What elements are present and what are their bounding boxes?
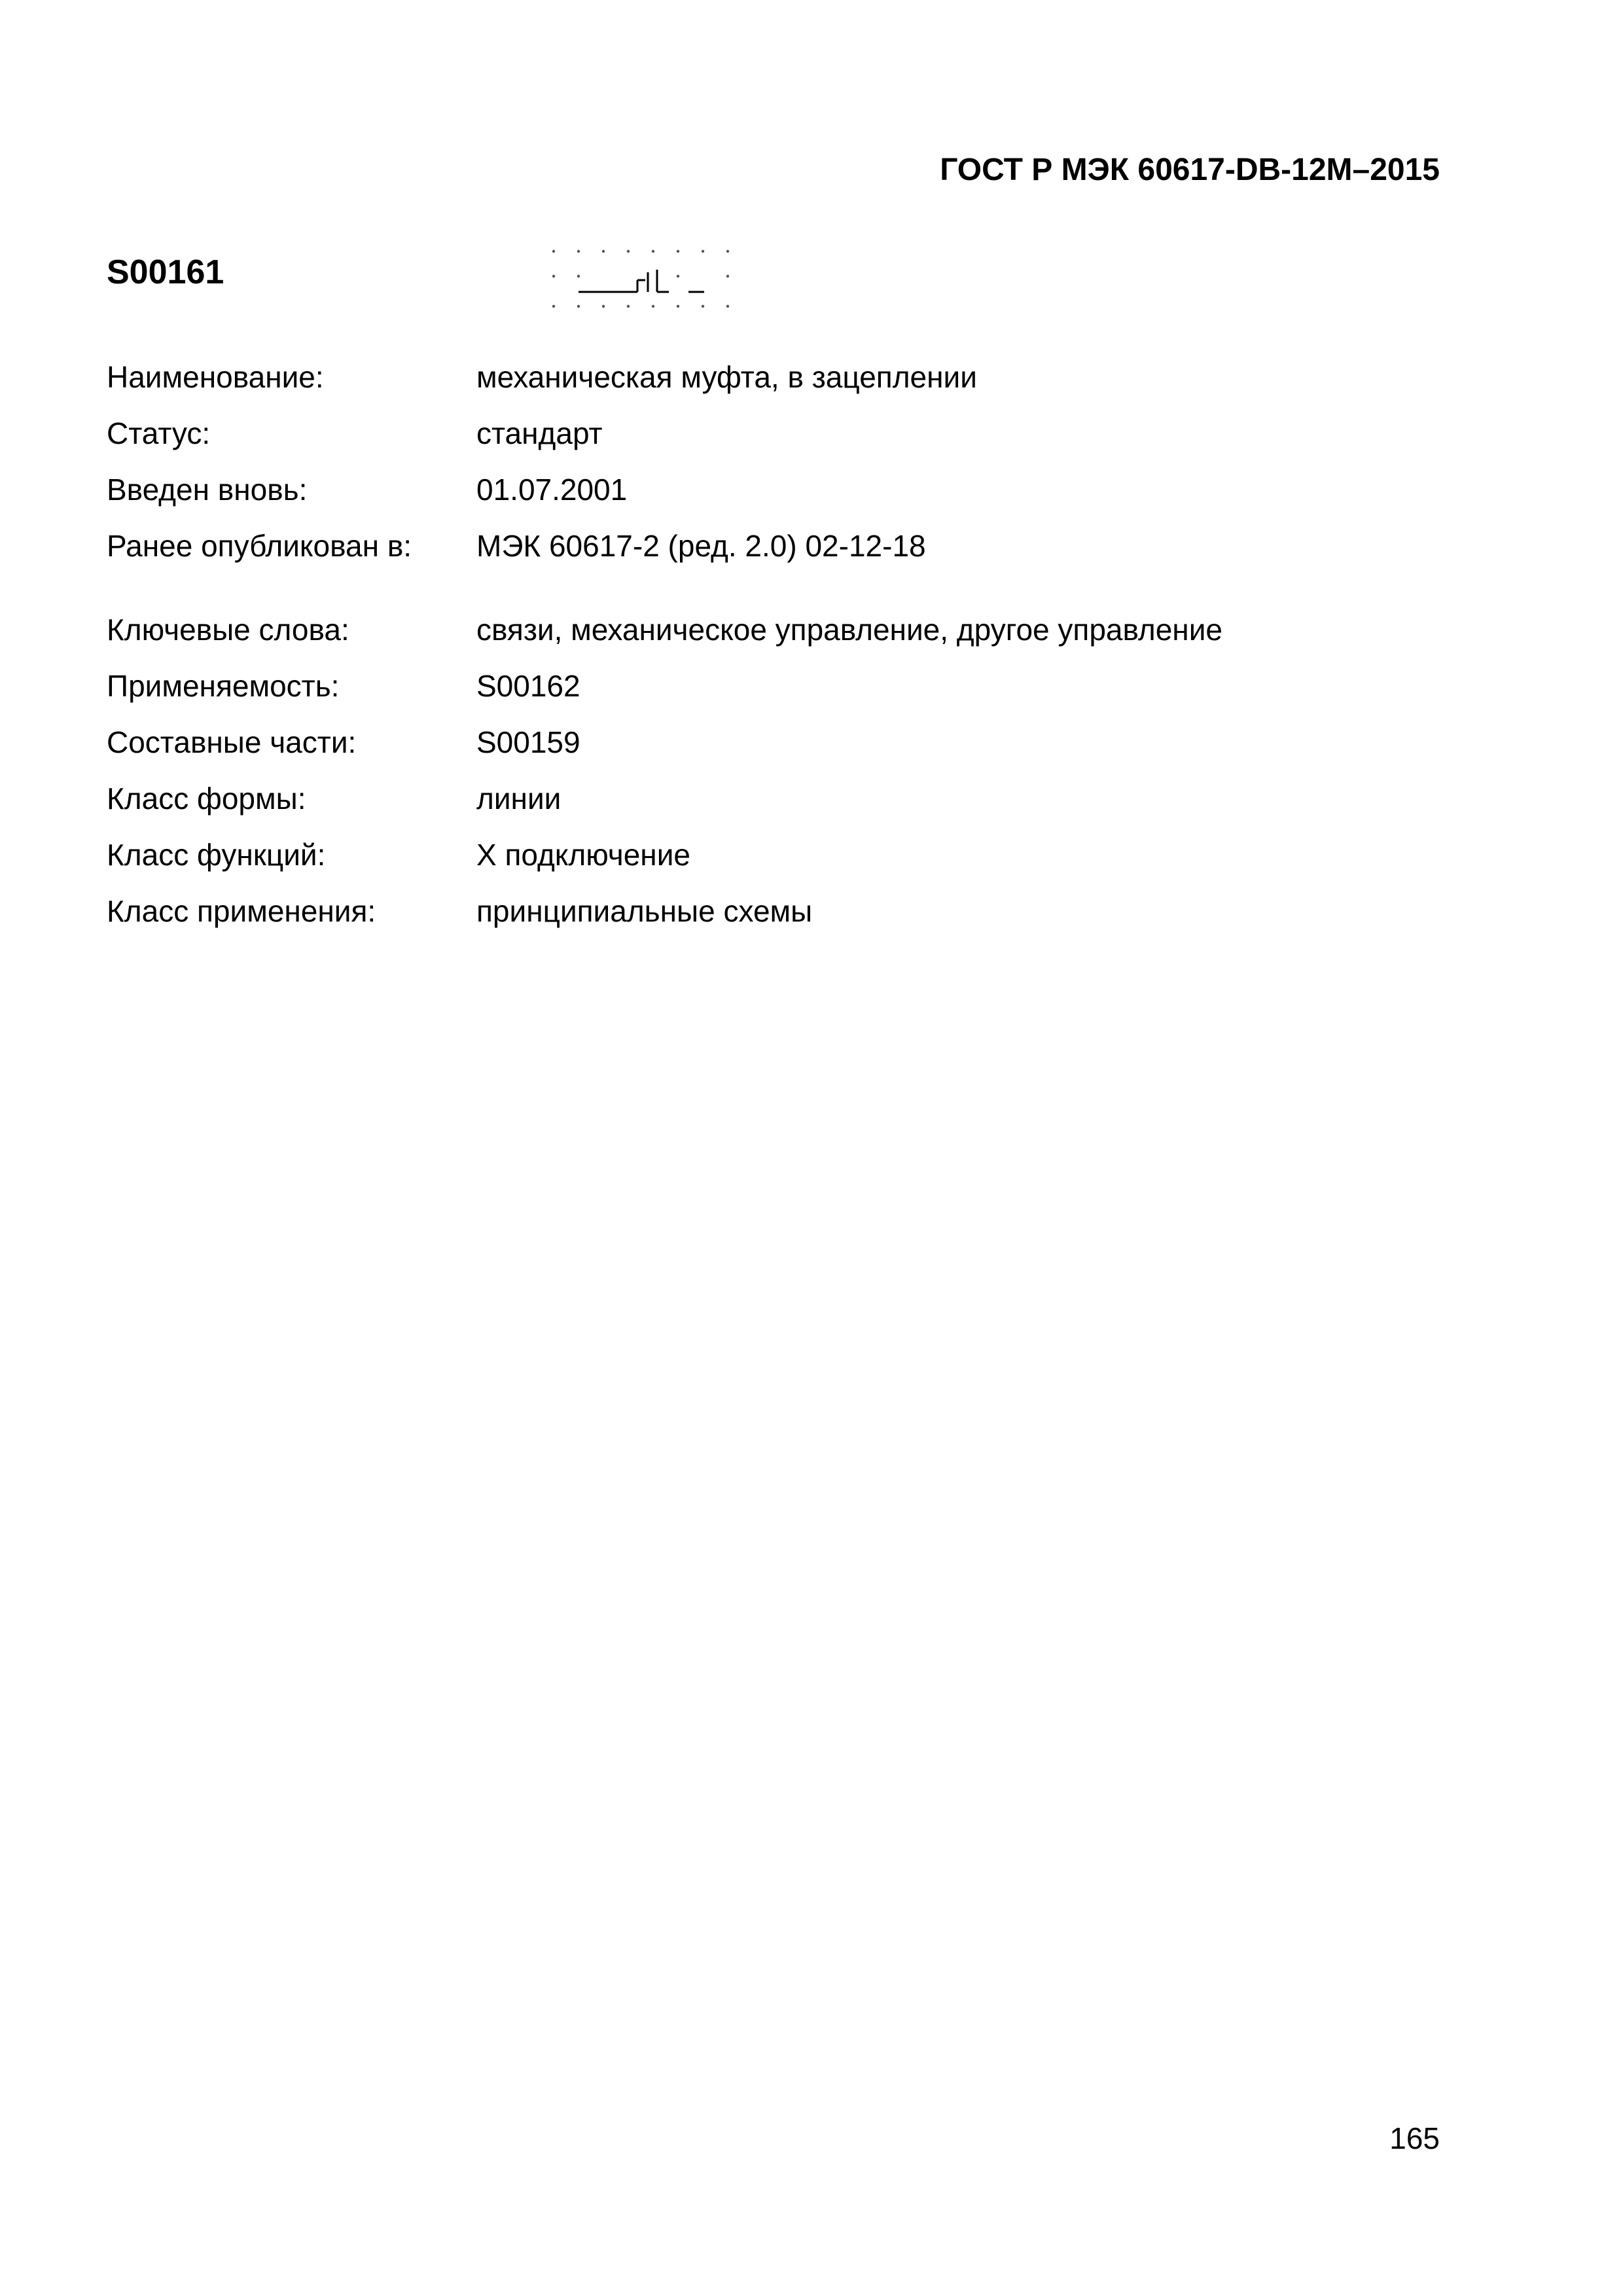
field-value-name: механическая муфта, в зацеплении — [476, 360, 977, 394]
field-row-previously-published — [107, 518, 1481, 574]
symbol-properties — [107, 349, 1481, 939]
field-row-application-class — [107, 883, 1481, 939]
field-value-application-class: принципиальные схемы — [476, 894, 813, 928]
field-label-introduced: Введен вновь: — [107, 473, 308, 507]
field-row-name — [107, 349, 1481, 405]
field-row-introduced — [107, 461, 1481, 518]
mechanical-coupling-symbol-figure — [547, 243, 743, 315]
field-row-applicability — [107, 658, 1481, 714]
field-label-name: Наименование: — [107, 360, 324, 394]
field-value-applicability: S00162 — [476, 669, 580, 703]
field-label-shape-class: Класс формы: — [107, 781, 306, 816]
field-label-components: Составные части: — [107, 725, 357, 759]
field-value-previously-published: МЭК 60617-2 (ред. 2.0) 02-12-18 — [476, 529, 926, 563]
field-row-keywords — [107, 601, 1481, 658]
field-row-status — [107, 405, 1481, 461]
page-number: 165 — [1389, 2121, 1440, 2155]
field-row-components — [107, 714, 1481, 770]
grid-dots — [552, 250, 729, 308]
standard-code: ГОСТ Р МЭК 60617-DB-12M–2015 — [940, 152, 1440, 187]
field-label-function-class: Класс функций: — [107, 838, 326, 872]
field-value-status: стандарт — [476, 416, 603, 450]
field-label-status: Статус: — [107, 416, 211, 450]
field-value-components: S00159 — [476, 725, 580, 759]
field-value-introduced: 01.07.2001 — [476, 473, 628, 507]
field-value-keywords: связи, механическое управление, другое управление — [476, 613, 1222, 647]
field-row-function-class — [107, 827, 1481, 883]
field-label-applicability: Применяемость: — [107, 669, 340, 703]
field-label-previously-published: Ранее опубликован в: — [107, 529, 412, 563]
symbol-id: S00161 — [107, 253, 224, 291]
field-label-application-class: Класс применения: — [107, 894, 376, 928]
field-value-shape-class: линии — [476, 781, 562, 816]
coupling-lines — [579, 270, 704, 292]
field-row-shape-class — [107, 770, 1481, 827]
field-label-keywords: Ключевые слова: — [107, 613, 349, 647]
field-value-function-class: X подключение — [476, 838, 690, 872]
